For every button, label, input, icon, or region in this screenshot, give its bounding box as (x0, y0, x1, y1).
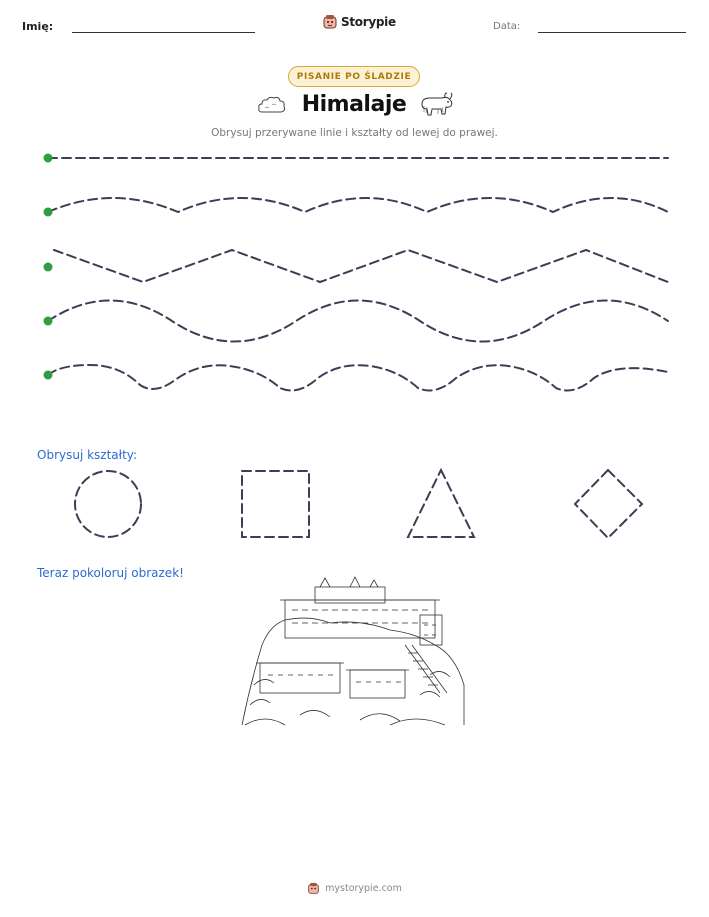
storypie-mascot-icon (307, 882, 320, 895)
tracing-shapes-area (0, 460, 709, 550)
name-field-line[interactable] (72, 32, 255, 33)
worksheet-instruction: Obrysuj przerywane linie i kształty od lewej do prawej. (211, 127, 498, 139)
trace-line-wave[interactable] (48, 301, 668, 342)
storypie-mascot-icon (322, 14, 338, 30)
cloud-icon (257, 94, 287, 116)
start-dot-3 (44, 263, 53, 272)
start-dot-5 (44, 371, 53, 380)
date-label: Data: (493, 21, 521, 32)
trace-shape-circle[interactable] (75, 471, 141, 537)
footer (0, 882, 709, 895)
brand-name: Storypie (341, 15, 396, 29)
start-dot-4 (44, 317, 53, 326)
footer-site: mystorypie.com (325, 883, 402, 894)
shapes-heading: Obrysuj kształty: (37, 448, 138, 462)
trace-line-rounded-wave[interactable] (48, 365, 668, 390)
yak-icon (418, 90, 454, 122)
brand-logo (322, 12, 396, 32)
start-dot-2 (44, 208, 53, 217)
start-dot-1 (44, 154, 53, 163)
trace-line-zigzag[interactable] (54, 250, 668, 282)
date-field-line[interactable] (538, 32, 686, 33)
coloring-heading: Teraz pokoloruj obrazek! (37, 566, 184, 580)
name-label: Imię: (22, 20, 54, 33)
trace-shape-triangle[interactable] (408, 470, 474, 537)
monastery-coloring-picture[interactable] (240, 575, 466, 730)
trace-line-gentle-wave[interactable] (48, 198, 668, 212)
worksheet-badge: PISANIE PO ŚLADZIE (288, 66, 420, 87)
trace-shape-square[interactable] (242, 471, 309, 537)
worksheet-title: Himalaje (301, 92, 407, 117)
tracing-lines-area (0, 140, 709, 400)
trace-shape-diamond[interactable] (575, 470, 642, 538)
